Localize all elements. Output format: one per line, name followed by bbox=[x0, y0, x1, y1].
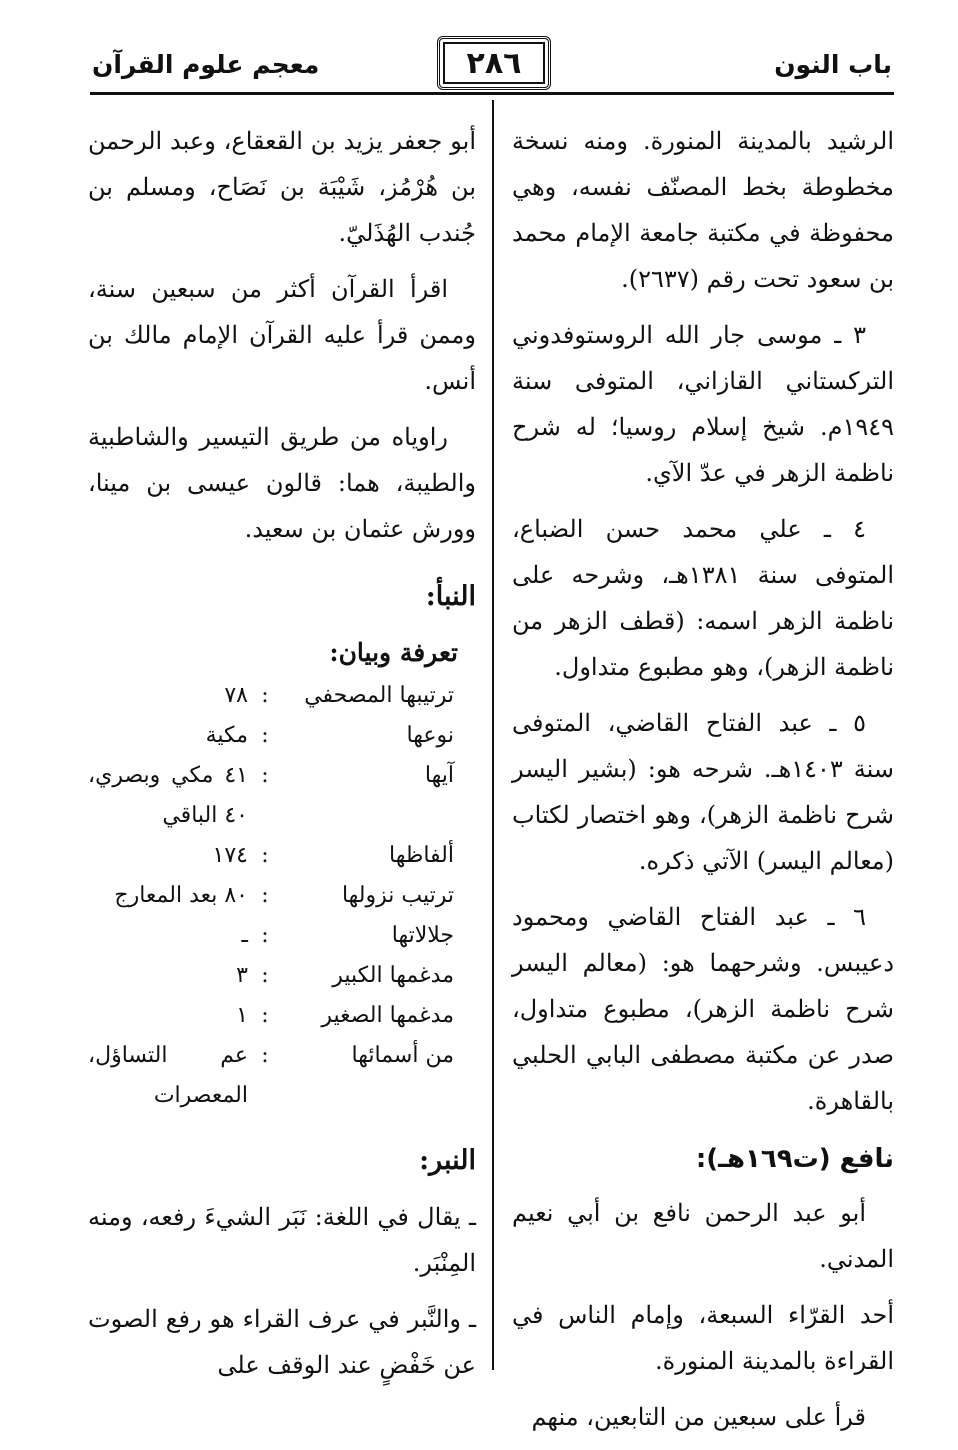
sub-heading: تعرفة وبيان: bbox=[329, 638, 458, 667]
info-row bbox=[88, 716, 454, 756]
info-value: ـ bbox=[241, 923, 248, 948]
info-colon: : bbox=[261, 683, 269, 708]
entry-heading: نافع (ت١٦٩هـ): bbox=[695, 1144, 894, 1174]
paragraph: راوياه من طريق التيسير والشاطبية والطيبة، هما: قالون عيسى بن مينا، وورش عثمان بن سعيد. bbox=[88, 423, 476, 543]
info-row bbox=[88, 1036, 454, 1116]
info-row bbox=[88, 836, 454, 876]
info-label: نوعها bbox=[406, 723, 454, 748]
info-value: ٧٨ bbox=[224, 683, 248, 708]
book-title-header: معجم علوم القرآن bbox=[92, 50, 320, 79]
info-value: ٤١ مكي وبصري، ٤٠ الباقي bbox=[88, 763, 248, 828]
left-column bbox=[88, 118, 476, 1398]
info-row bbox=[88, 756, 454, 836]
info-label: ألفاظها bbox=[388, 843, 454, 868]
info-label: جلالاتها bbox=[391, 923, 454, 948]
entry-heading: النبر: bbox=[419, 1145, 476, 1176]
entry-heading: النبأ: bbox=[425, 581, 476, 612]
info-label: آيها bbox=[424, 763, 454, 788]
info-value: ١٧٤ bbox=[212, 843, 248, 868]
info-colon: : bbox=[261, 1003, 269, 1028]
paragraph: اقرأ القرآن أكثر من سبعين سنة، وممن قرأ عليه القرآن الإمام مالك بن أنس. bbox=[88, 275, 476, 395]
paragraph: الرشيد بالمدينة المنورة. ومنه نسخة مخطوطة بخط المصنّف نفسه، وهي محفوظة في مكتبة جامعة الإمام محمد بن سعود تحت رقم (٢٦٣٧). bbox=[512, 127, 894, 293]
surah-info-table bbox=[88, 676, 454, 1116]
info-value: مكية bbox=[205, 723, 248, 748]
info-colon: : bbox=[261, 1043, 269, 1068]
info-row bbox=[88, 876, 454, 916]
info-row bbox=[88, 956, 454, 996]
info-label: مدغمها الكبير bbox=[332, 963, 454, 988]
info-value: عم التساؤل، المعصرات bbox=[88, 1043, 248, 1108]
page-number: ٢٨٦ bbox=[466, 45, 522, 81]
column-divider bbox=[492, 100, 494, 1370]
info-colon: : bbox=[261, 723, 269, 748]
paragraph: ـ يقال في اللغة: نَبَر الشيءَ رفعه، ومنه المِنْبَر. bbox=[88, 1203, 476, 1277]
info-label: من أسمائها bbox=[351, 1043, 454, 1068]
info-colon: : bbox=[261, 963, 269, 988]
info-value: ٨٠ بعد المعارج bbox=[114, 883, 248, 908]
paragraph: ٥ ـ عبد الفتاح القاضي، المتوفى سنة ١٤٠٣هـ. شرحه هو: (بشير اليسر شرح ناظمة الزهر)، وهو اختصار لكتاب (معالم اليسر) الآتي ذكره. bbox=[512, 709, 894, 875]
paragraph: أبو عبد الرحمن نافع بن أبي نعيم المدني. bbox=[512, 1199, 894, 1273]
paragraph: أبو جعفر يزيد بن القعقاع، وعبد الرحمن بن هُرْمُز، شَيْبَة بن نَصَاح، ومسلم بن جُندب الهُذَليّ. bbox=[88, 127, 476, 247]
paragraph: ٣ ـ موسى جار الله الروستوفدوني التركستاني القازاني، المتوفى سنة ١٩٤٩م. شيخ إسلام روسيا؛ له شرح ناظمة الزهر في عدّ الآي. bbox=[512, 321, 894, 487]
header-rule bbox=[90, 92, 894, 95]
info-label: مدغمها الصغير bbox=[321, 1003, 454, 1028]
chapter-header: باب النون bbox=[774, 50, 892, 79]
paragraph: أحد القرّاء السبعة، وإمام الناس في القراءة بالمدينة المنورة. bbox=[512, 1301, 894, 1375]
info-row bbox=[88, 676, 454, 716]
paragraph: ـ والنَّبر في عرف القراء هو رفع الصوت عن خَفْضٍ عند الوقف على bbox=[88, 1305, 476, 1379]
right-column bbox=[512, 118, 894, 1450]
paragraph: ٦ ـ عبد الفتاح القاضي ومحمود دعيبس. وشرحهما هو: (معالم اليسر شرح ناظمة الزهر)، مطبوع متداول، صدر عن مكتبة مصطفى البابي الحلبي بالقاهرة. bbox=[512, 903, 894, 1115]
info-row bbox=[88, 996, 454, 1036]
info-row bbox=[88, 916, 454, 956]
paragraph: ٤ ـ علي محمد حسن الضباع، المتوفى سنة ١٣٨١هـ، وشرحه على ناظمة الزهر اسمه: (قطف الزهر من ناظمة الزهر)، وهو مطبوع متداول. bbox=[512, 515, 894, 681]
info-label: ترتيبها المصحفي bbox=[304, 683, 454, 708]
info-colon: : bbox=[261, 843, 269, 868]
info-colon: : bbox=[261, 883, 269, 908]
page-number-box bbox=[437, 36, 551, 90]
info-colon: : bbox=[261, 923, 269, 948]
info-colon: : bbox=[261, 763, 269, 788]
info-value: ١ bbox=[236, 1003, 248, 1028]
info-label: ترتيب نزولها bbox=[341, 883, 454, 908]
paragraph: قرأ على سبعين من التابعين، منهم bbox=[531, 1403, 866, 1431]
info-value: ٣ bbox=[236, 963, 248, 988]
